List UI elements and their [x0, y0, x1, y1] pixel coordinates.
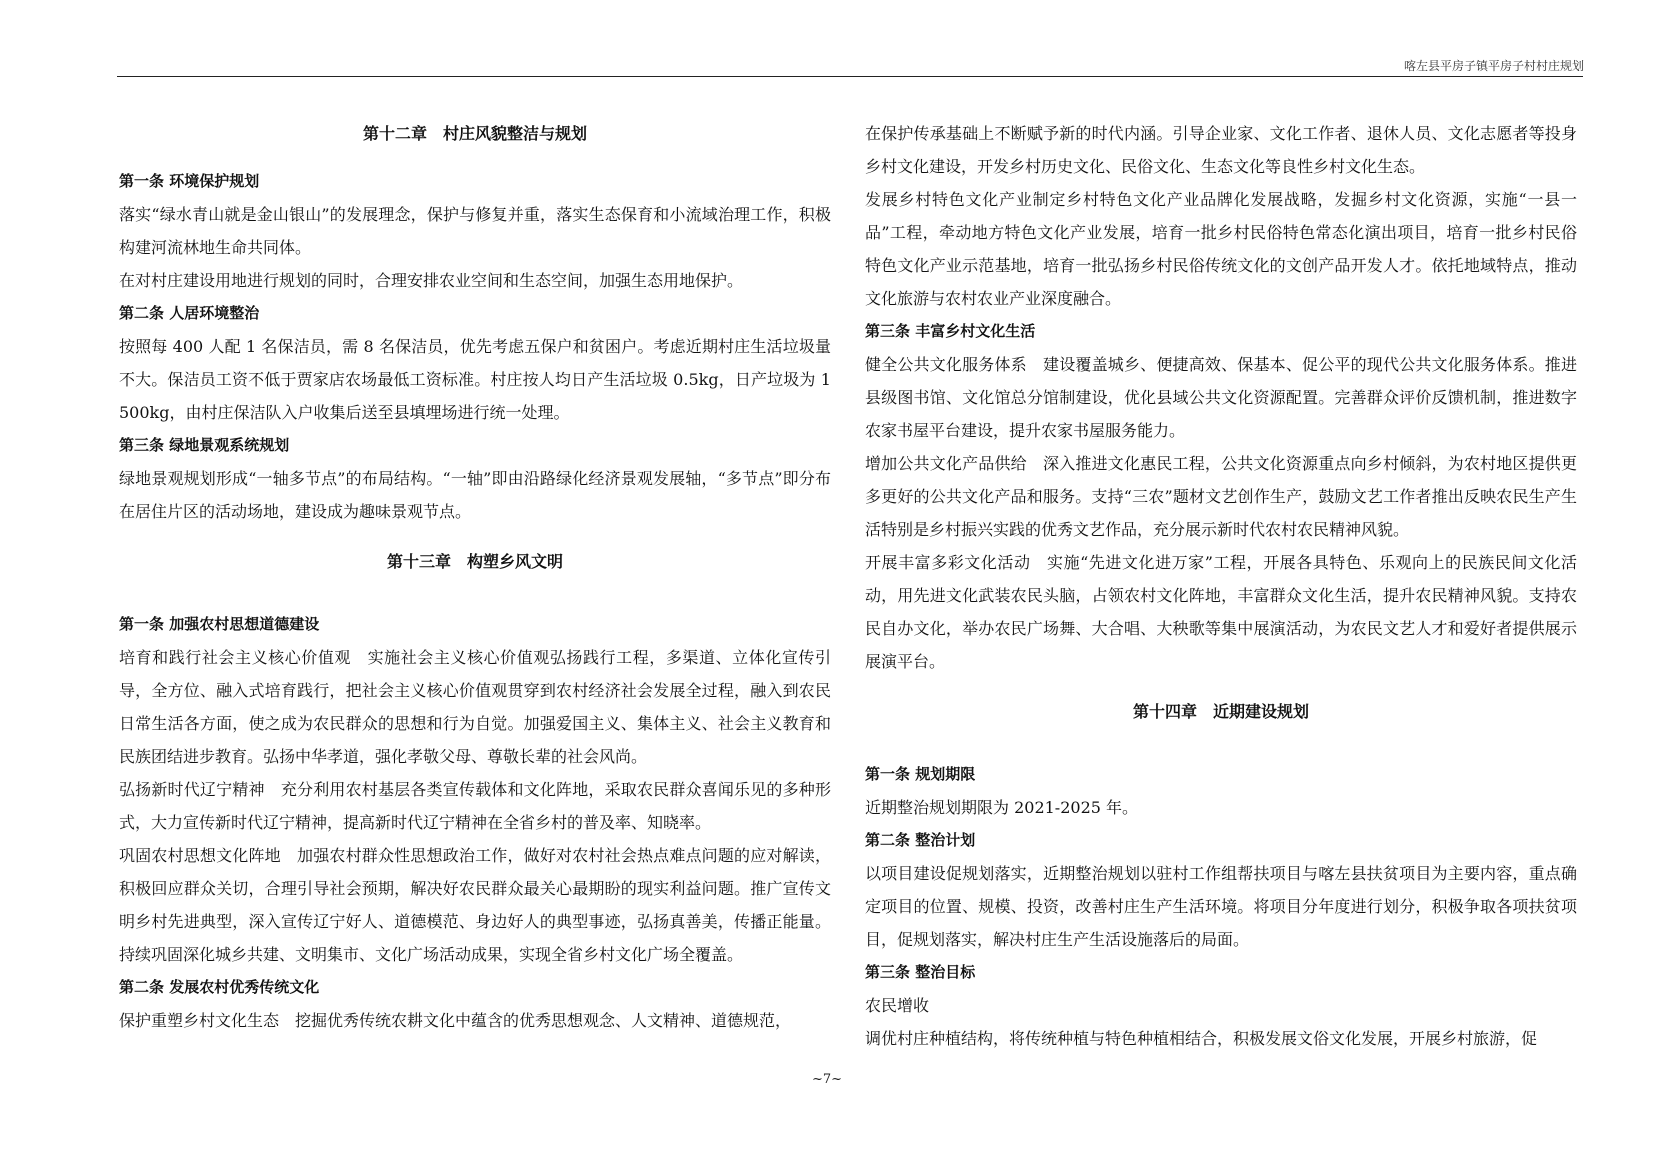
paragraph: 以项目建设促规划落实，近期整治规划以驻村工作组帮扶项目与喀左县扶贫项目为主要内容，重点确定项目的位置、规模、投资，改善村庄生产生活环境。将项目分年度进行划分，积极争取各项扶贫项目，促规划落实，解决村庄生产生活设施落后的局面。	[865, 864, 1577, 949]
article-heading: 第二条 整治计划	[865, 831, 976, 849]
paragraph: 培育和践行社会主义核心价值观 实施社会主义核心价值观弘扬践行工程，多渠道、立体化宣传引导，全方位、融入式培育践行，把社会主义核心价值观贯穿到农村经济社会发展全过程，融入到农民日常生活各方面，使之成为农民群众的思想和行为自觉。加强爱国主义、集体主义、社会主义教育和民族团结进步教育。弘扬中华孝道，强化孝敬父母、尊敬长辈的社会风尚。	[119, 648, 831, 766]
article-heading: 第三条 绿地景观系统规划	[119, 436, 290, 454]
chapter-13-title: 第十三章 构塑乡风文明	[386, 552, 563, 571]
header-divider	[117, 76, 1583, 77]
paragraph: 农民增收	[865, 996, 930, 1015]
left-column	[119, 117, 831, 1037]
chapter-12-title: 第十二章 村庄风貌整洁与规划	[362, 124, 587, 143]
right-column	[865, 117, 1577, 1055]
paragraph: 在对村庄建设用地进行规划的同时，合理安排农业空间和生态空间，加强生态用地保护。	[119, 271, 744, 290]
paragraph: 落实“绿水青山就是金山银山”的发展理念，保护与修复并重，落实生态保育和小流域治理工作，积极构建河流林地生命共同体。	[119, 205, 831, 257]
article-heading: 第二条 发展农村优秀传统文化	[119, 978, 320, 996]
paragraph: 绿地景观规划形成“一轴多节点”的布局结构。“一轴”即由沿路绿化经济景观发展轴，“多节点”即分布在居住片区的活动场地，建设成为趣味景观节点。	[119, 469, 831, 521]
paragraph: 开展丰富多彩文化活动 实施“先进文化进万家”工程，开展各具特色、乐观向上的民族民间文化活动，用先进文化武装农民头脑，占领农村文化阵地，丰富群众文化生活，提升农民精神风貌。支持农民自办文化，举办农民广场舞、大合唱、大秧歌等集中展演活动，为农民文艺人才和爱好者提供展示展演平台。	[865, 553, 1577, 671]
article-heading: 第三条 丰富乡村文化生活	[865, 322, 1036, 340]
paragraph: 发展乡村特色文化产业制定乡村特色文化产业品牌化发展战略，发掘乡村文化资源，实施“一县一品”工程，牵动地方特色文化产业发展，培育一批乡村民俗特色常态化演出项目，培育一批乡村民俗特色文化产业示范基地，培育一批弘扬乡村民俗传统文化的文创产品开发人才。依托地域特点，推动文化旅游与农村农业产业深度融合。	[865, 190, 1577, 308]
article-heading: 第三条 整治目标	[865, 963, 976, 981]
paragraph: 健全公共文化服务体系 建设覆盖城乡、便捷高效、保基本、促公平的现代公共文化服务体系。推进县级图书馆、文化馆总分馆制建设，优化县域公共文化资源配置。完善群众评价反馈机制，推进数字农家书屋平台建设，提升农家书屋服务能力。	[865, 355, 1577, 440]
paragraph: 弘扬新时代辽宁精神 充分利用农村基层各类宣传载体和文化阵地，采取农民群众喜闻乐见的多种形式，大力宣传新时代辽宁精神，提高新时代辽宁精神在全省乡村的普及率、知晓率。	[119, 780, 831, 832]
paragraph: 近期整治规划期限为 2021-2025 年。	[865, 798, 1139, 817]
chapter-14-title: 第十四章 近期建设规划	[1132, 702, 1309, 721]
paragraph: 在保护传承基础上不断赋予新的时代内涵。引导企业家、文化工作者、退休人员、文化志愿者等投身乡村文化建设，开发乡村历史文化、民俗文化、生态文化等良性乡村文化生态。	[865, 124, 1577, 176]
article-heading: 第一条 规划期限	[865, 765, 976, 783]
document-header-title: 喀左县平房子镇平房子村村庄规划	[1403, 59, 1584, 73]
paragraph: 保护重塑乡村文化生态 挖掘优秀传统农耕文化中蕴含的优秀思想观念、人文精神、道德规范，	[119, 1011, 792, 1030]
page-number: ~7~	[811, 1072, 843, 1087]
paragraph: 调优村庄种植结构，将传统种植与特色种植相结合，积极发展文俗文化发展，开展乡村旅游，促	[865, 1029, 1538, 1048]
article-heading: 第一条 环境保护规划	[119, 172, 260, 190]
paragraph: 按照每 400 人配 1 名保洁员，需 8 名保洁员，优先考虑五保户和贫困户。考虑近期村庄生活垃圾量不大。保洁员工资不低于贾家店农场最低工资标准。村庄按人均日产生活垃圾 0.5kg，日产垃圾为 1500kg，由村庄保洁队入户收集后送至县填埋场进行统一处理。	[119, 337, 831, 422]
paragraph: 巩固农村思想文化阵地 加强农村群众性思想政治工作，做好对农村社会热点难点问题的应对解读，积极回应群众关切，合理引导社会预期，解决好农民群众最关心最期盼的现实利益问题。推广宣传文明乡村先进典型，深入宣传辽宁好人、道德模范、身边好人的典型事迹，弘扬真善美，传播正能量。持续巩固深化城乡共建、文明集市、文化广场活动成果，实现全省乡村文化广场全覆盖。	[119, 846, 831, 964]
paragraph: 增加公共文化产品供给 深入推进文化惠民工程，公共文化资源重点向乡村倾斜，为农村地区提供更多更好的公共文化产品和服务。支持“三农”题材文艺创作生产，鼓励文艺工作者推出反映农民生产生活特别是乡村振兴实践的优秀文艺作品，充分展示新时代农村农民精神风貌。	[865, 454, 1577, 539]
article-heading: 第二条 人居环境整治	[119, 304, 260, 322]
article-heading: 第一条 加强农村思想道德建设	[119, 615, 320, 633]
